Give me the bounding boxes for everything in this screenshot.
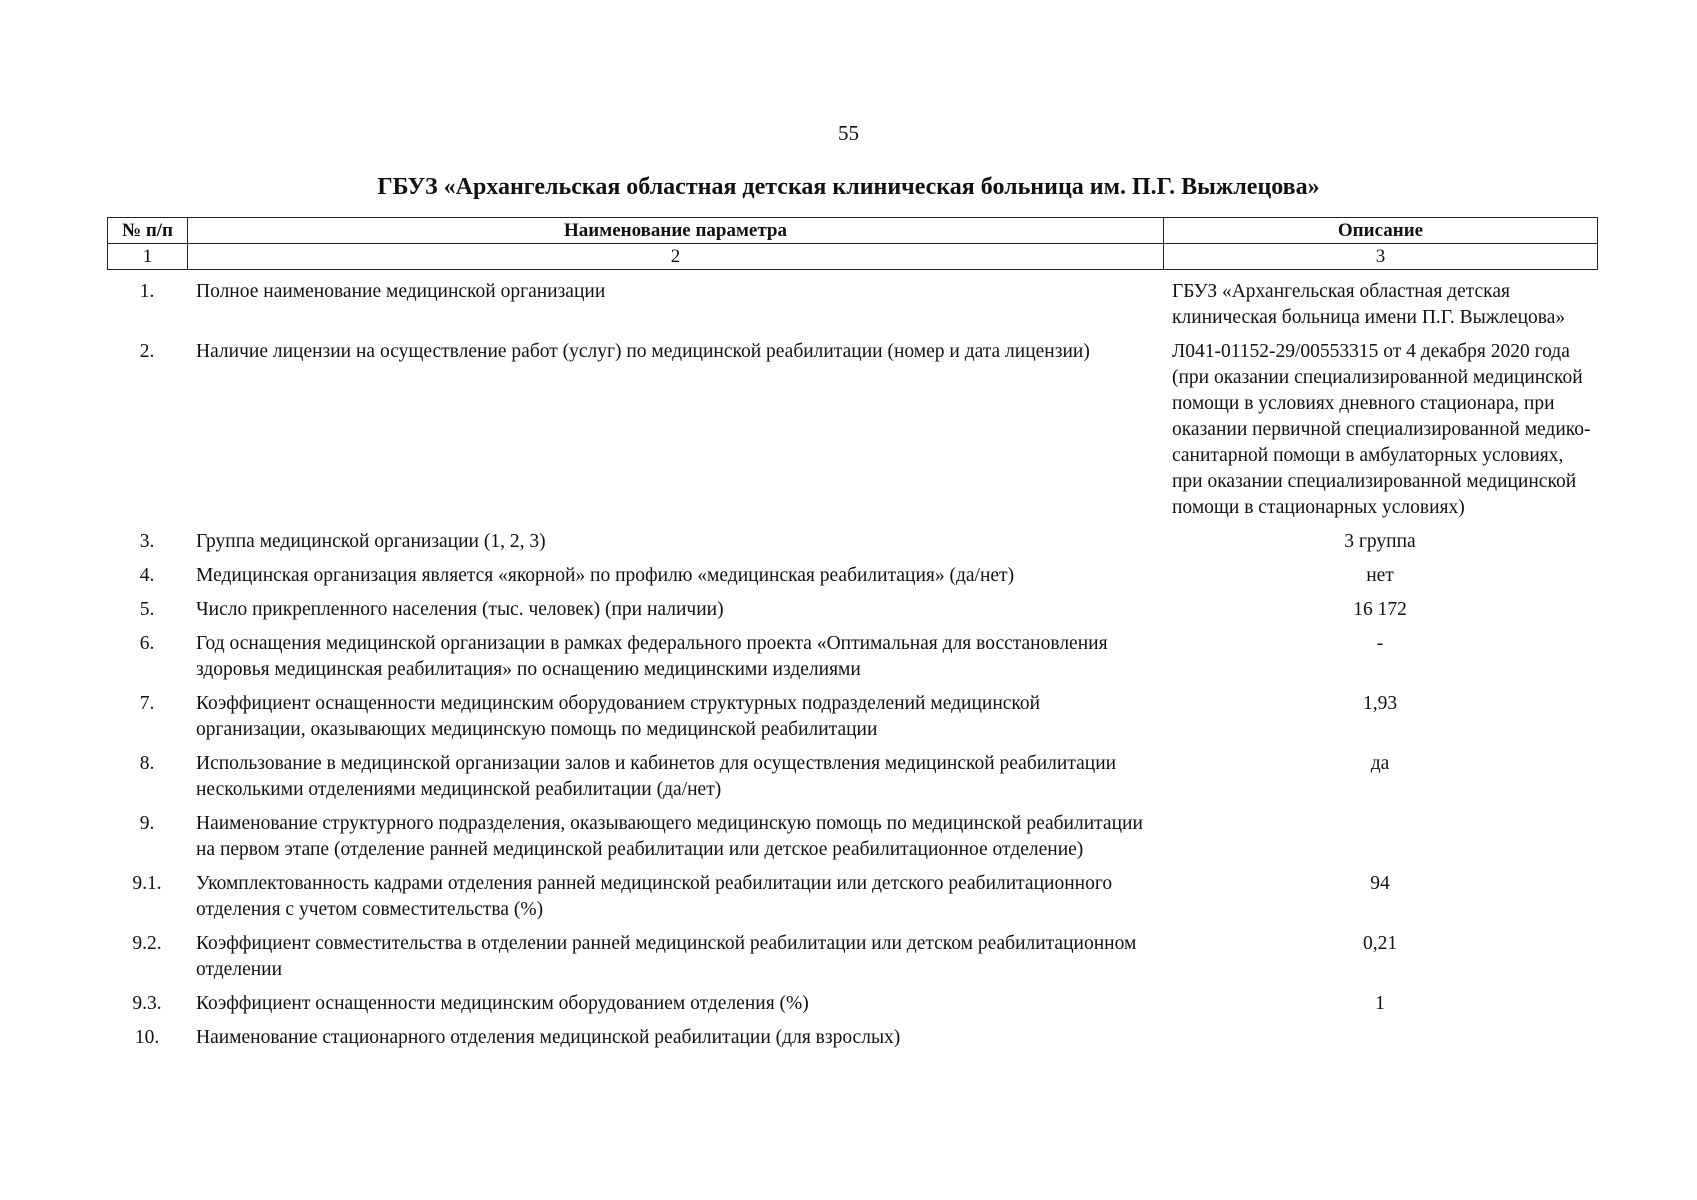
document-title: ГБУЗ «Архангельская областная детская клиническая больница им. П.Г. Выжлецова»: [377, 174, 1320, 200]
row-parameter: Наименование стационарного отделения медицинской реабилитации (для взрослых): [196, 1027, 901, 1048]
row-number: 3.: [139, 531, 155, 552]
row-description: [1163, 811, 1597, 871]
header-index-row: [108, 244, 1598, 270]
table-row: [107, 631, 1597, 691]
row-number: 9.: [139, 813, 155, 834]
row-description: 16 172: [1353, 599, 1407, 620]
row-description: 94: [1370, 873, 1390, 894]
row-description: 1: [1375, 993, 1385, 1014]
row-parameter: Наличие лицензии на осуществление работ (услуг) по медицинской реабилитации (номер и дата лицензии): [196, 341, 1090, 362]
row-parameter: Группа медицинской организации (1, 2, 3): [196, 531, 546, 552]
header-index-2: 2: [188, 244, 1164, 270]
table-row: [107, 811, 1597, 871]
row-parameter: Год оснащения медицинской организации в рамках федерального проекта «Оптимальная для восстановления здоровья медицинская реабилитация» по оснащению медицинскими изделиями: [196, 633, 1108, 680]
table-row: [107, 931, 1597, 991]
table-row: [107, 871, 1597, 931]
header-row: [108, 218, 1598, 244]
table-row: [107, 597, 1597, 631]
table-row: [107, 691, 1597, 751]
row-parameter: Укомплектованность кадрами отделения ранней медицинской реабилитации или детского реабилитационного отделения с учетом совместительства (%): [196, 873, 1113, 920]
table-body: [107, 279, 1597, 1059]
row-description: -: [1376, 633, 1384, 654]
row-description: да: [1370, 753, 1390, 774]
row-parameter: Использование в медицинской организации залов и кабинетов для осуществления медицинской реабилитации несколькими отделениями медицинской реабилитации (да/нет): [196, 753, 1117, 800]
row-number: 9.1.: [132, 873, 162, 894]
row-number: 6.: [139, 633, 155, 654]
header-number: № п/п: [108, 218, 188, 244]
table-row: [107, 751, 1597, 811]
header-index-1: 1: [108, 244, 188, 270]
row-description: ГБУЗ «Архангельская областная детская клиническая больница имени П.Г. Выжлецова»: [1172, 281, 1566, 328]
table-row: [107, 991, 1597, 1025]
row-parameter: Полное наименование медицинской организации: [196, 281, 606, 302]
row-number: 10.: [134, 1027, 160, 1048]
row-number: 5.: [139, 599, 155, 620]
table-row: [107, 529, 1597, 563]
header-index-3: 3: [1164, 244, 1598, 270]
row-number: 4.: [139, 565, 155, 586]
table-row: [107, 563, 1597, 597]
parameters-table: [107, 217, 1597, 1059]
table-header: [107, 217, 1598, 270]
row-number: 1.: [139, 281, 155, 302]
row-description: Л041-01152-29/00553315 от 4 декабря 2020 года (при оказании специализированной медицинской помощи в условиях дневного стационара, при оказании первичной специализированной медико-санитарной помощи в амбулаторных условиях, при оказании специализированной медицинской помощи в стационарных условиях): [1172, 341, 1591, 518]
table-row: [107, 339, 1597, 529]
row-description: 1,93: [1362, 693, 1398, 714]
row-parameter: Число прикрепленного населения (тыс. человек) (при наличии): [196, 599, 724, 620]
table-row: [107, 1025, 1597, 1059]
row-number: 2.: [139, 341, 155, 362]
row-number: 8.: [139, 753, 155, 774]
row-number: 7.: [139, 693, 155, 714]
row-parameter: Коэффициент совместительства в отделении ранней медицинской реабилитации или детском реабилитационном отделении: [196, 933, 1137, 980]
header-description: Описание: [1164, 218, 1598, 244]
row-parameter: Коэффициент оснащенности медицинским оборудованием структурных подразделений медицинской организации, оказывающих медицинскую помощь по медицинской реабилитации: [196, 693, 1041, 740]
row-number: 9.3.: [132, 993, 162, 1014]
header-parameter: Наименование параметра: [188, 218, 1164, 244]
page-number: 55: [838, 121, 859, 145]
row-parameter: Наименование структурного подразделения, оказывающего медицинскую помощь по медицинской реабилитации на первом этапе (отделение ранней медицинской реабилитации или детское реабилитационное отделение): [196, 813, 1143, 860]
row-parameter: Коэффициент оснащенности медицинским оборудованием отделения (%): [196, 993, 809, 1014]
row-description: [1163, 1025, 1597, 1059]
row-number: 9.2.: [132, 933, 162, 954]
row-description: 0,21: [1362, 933, 1398, 954]
row-description: 3 группа: [1344, 531, 1416, 552]
row-description: нет: [1366, 565, 1394, 586]
row-parameter: Медицинская организация является «якорной» по профилю «медицинская реабилитация» (да/нет): [196, 565, 1015, 586]
table-row: [107, 279, 1597, 339]
